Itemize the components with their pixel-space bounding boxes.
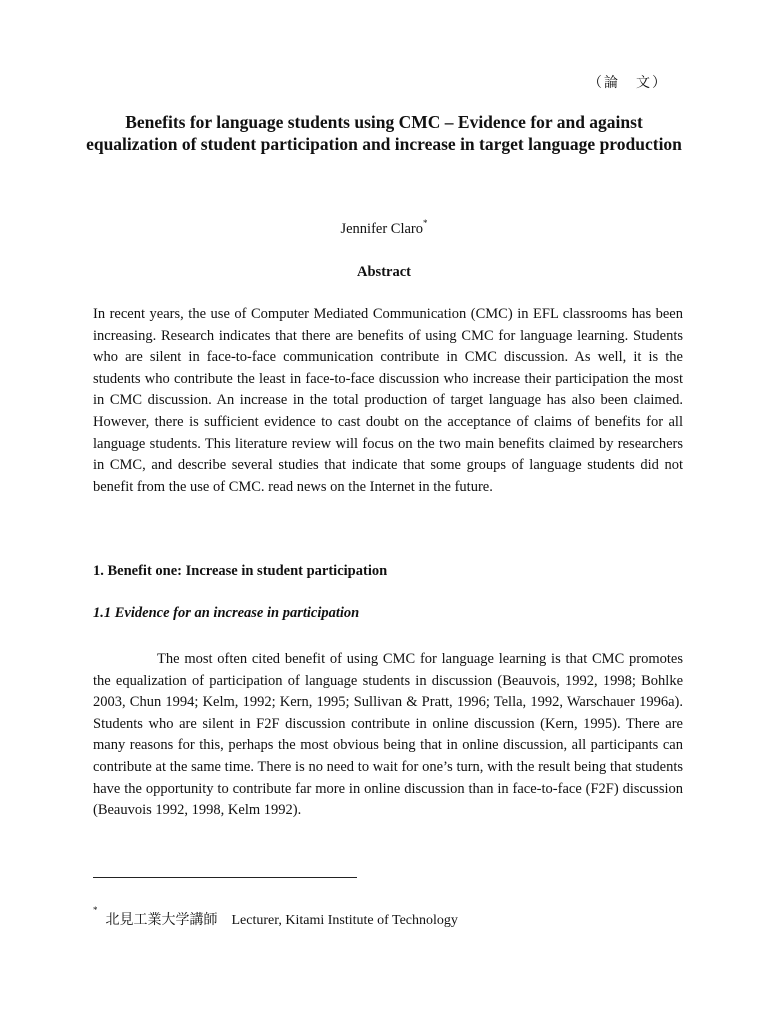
footnote xyxy=(93,905,458,929)
footnote-mark: * xyxy=(93,905,98,915)
author-line xyxy=(0,218,768,238)
abstract-heading: Abstract xyxy=(357,264,411,280)
paper-title: Benefits for language students using CMC – Evidence for and against equalization of student participation and increase in target language production xyxy=(86,112,682,154)
author-footnote-mark: * xyxy=(423,218,428,228)
footnote-divider xyxy=(93,877,357,878)
body-paragraph: The most often cited benefit of using CMC for language learning is that CMC promotes the equalization of participation of language students in discussion (Beauvois, 1992, 1998; Bohlke 2003, Chun 1994; Kelm, 1992; Kern, 1995; Sullivan & Pratt, 1996; Tella, 1992, Warschauer 1996a). Students who are silent in F2F discussion contribute in online discussion (Kern, 1995). There are many reasons for this, perhaps the most obvious being that in online discussion, all participants can contribute at the same time. There is no need to wait for one’s turn, with the result being that students have the opportunity to contribute far more in online discussion than in face-to-face (F2F) discussion (Beauvois 1992, 1998, Kelm 1992). xyxy=(93,651,683,819)
subsection-heading: 1.1 Evidence for an increase in participation xyxy=(93,605,360,621)
article-category-label: （論 文） xyxy=(588,76,668,91)
section-heading: 1. Benefit one: Increase in student participation xyxy=(93,563,388,579)
author-name: Jennifer Claro xyxy=(340,221,424,237)
footnote-affiliation-english: Lecturer, Kitami Institute of Technology xyxy=(231,913,458,928)
footnote-affiliation-japanese: 北見工業大学講師 xyxy=(105,913,218,928)
abstract-text: In recent years, the use of Computer Mediated Communication (CMC) in EFL classrooms has been increasing. Research indicates that there are benefits of using CMC for language learning. Students who are silent in face-to-face communication contribute in CMC discussion. As well, it is the students who contribute the least in face-to-face discussion who increase their participation the most in CMC discussion. An increase in the total production of target language has also been claimed. However, there is sufficient evidence to cast doubt on the acceptance of claims of benefits for all language students. This literature review will focus on the two main benefits claimed by researchers in CMC, and describe several studies that indicate that some groups of language students did not benefit from the use of CMC. read news on the Internet in the future. xyxy=(93,306,683,495)
